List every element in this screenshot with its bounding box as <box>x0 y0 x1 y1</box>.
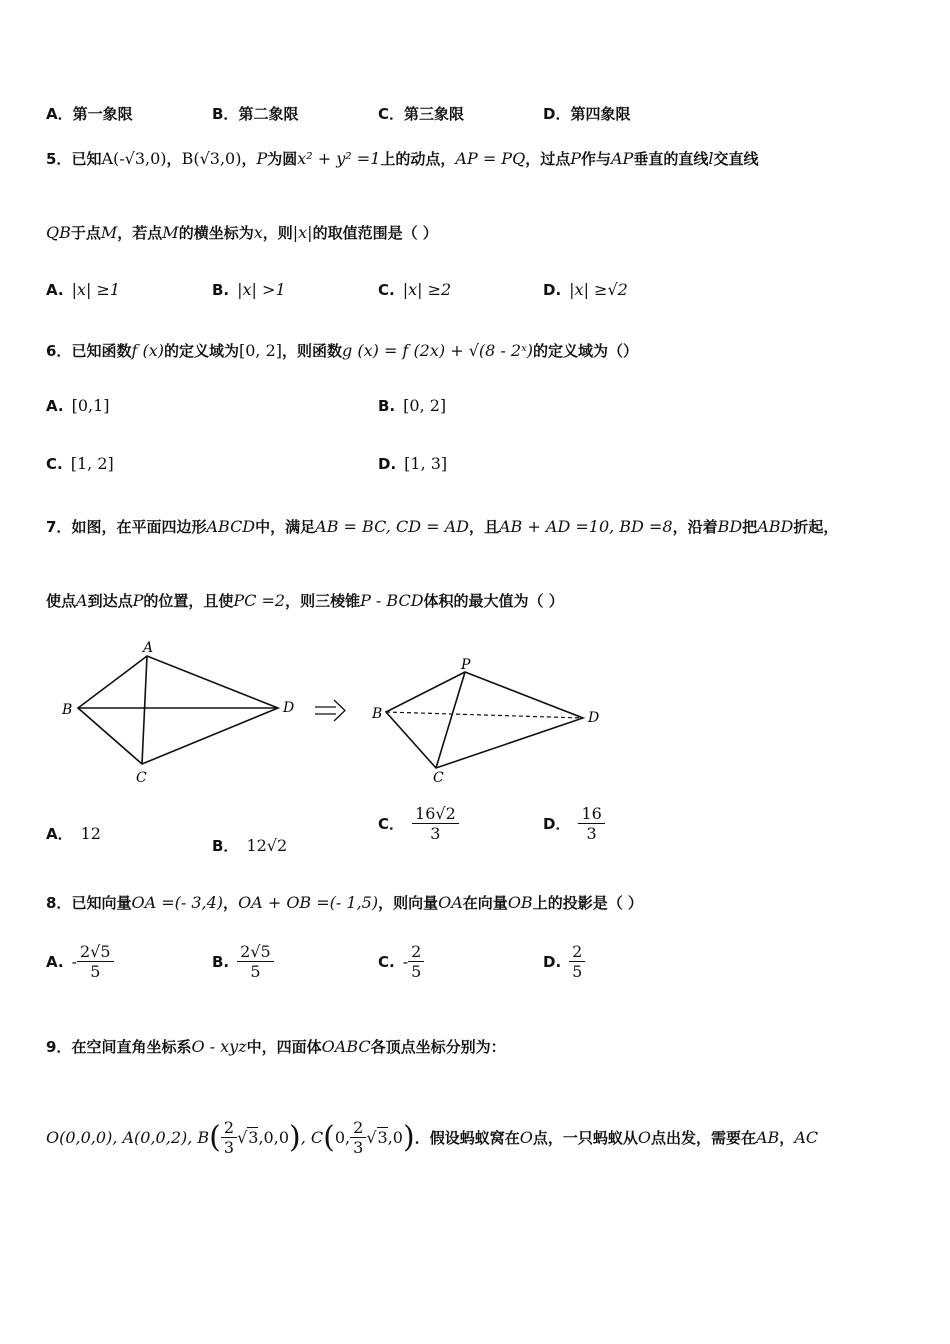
label-b2: B <box>372 706 383 722</box>
label-a: A <box>143 640 154 656</box>
q7-option-d: D． $\frac{16}{3}$ <box>543 804 605 843</box>
circle-equation: x² + y² =1 <box>297 149 381 168</box>
q7-option-a: A． 12 <box>46 824 101 843</box>
point-a-math: A(-√3,0) <box>101 149 167 168</box>
q7-option-b: B． 12√2 <box>212 836 288 855</box>
q7-option-c: C． $\frac{16√2}{3}$ <box>378 804 459 843</box>
q5-option-b: B. |x| >1 <box>212 280 286 299</box>
label-b: B <box>62 702 73 718</box>
label-d: D <box>283 700 295 716</box>
label-c: C <box>136 770 147 786</box>
label-c2: C <box>433 770 444 786</box>
q4-option-b: B． 第二象限 <box>212 105 299 123</box>
q5-stem-line1: 5． 已知 A(-√3,0) ， B(√3,0) ， P 为圆 x² + y² =1 上的动点， AP = PQ ，过点 P 作与 AP 垂直的直线 l 交直线 <box>46 149 759 168</box>
q6-option-c: C. [1, 2] <box>46 454 114 473</box>
q4-option-c: C． 第三象限 <box>378 105 465 123</box>
quadrilateral-abcd <box>78 656 278 764</box>
double-arrow-icon <box>315 700 345 721</box>
q5-option-d: D. |x| ≥√2 <box>543 280 628 299</box>
q6-option-a: A. [0,1] <box>46 396 110 415</box>
tetrahedron-pbcd <box>386 672 583 768</box>
q8-option-b: B. $\frac{2√5}{5}$ <box>212 942 274 981</box>
q5-option-c: C. |x| ≥2 <box>378 280 452 299</box>
q5-stem-line2: QB 于点 M ，若点 M 的横坐标为 x ，则 |x| 的取值范围是（ ） <box>46 223 438 242</box>
q9-stem-line2: O(0,0,0), A(0,0,2), B ( $\frac{2}{3}$ √3,0,0 ) , C ( 0, $\frac{2}{3}$ √3,0 ) ．假设蚂蚁窝在 O 点，一只蚂蚁从 O 点出发，需要在 AB ， AC <box>46 1118 819 1157</box>
q8-option-d: D. $\frac{2}{5}$ <box>543 942 585 981</box>
point-b-math: B(√3,0) <box>181 149 242 168</box>
q7-stem-line2: 使点 A 到达点 P 的位置，且使 PC =2 ，则三棱锥 P - BCD 体积的最大值为（ ） <box>46 591 564 610</box>
q7-figure <box>50 636 620 786</box>
q8-option-c: C. - $\frac{2}{5}$ <box>378 942 424 981</box>
q5-option-a: A. |x| ≥1 <box>46 280 121 299</box>
q4-option-d: D． 第四象限 <box>543 105 631 123</box>
q9-stem-line1: 9． 在空间直角坐标系 O - xyz 中，四面体 OABC 各顶点坐标分别为： <box>46 1037 506 1056</box>
q7-stem-line1: 7． 如图，在平面四边形 ABCD 中，满足 AB = BC, CD = AD ，且 AB + AD =10, BD =8 ，沿着 BD 把 ABD 折起， <box>46 517 839 536</box>
q8-stem: 8． 已知向量 OA =(- 3,4) ， OA + OB =(- 1,5) ，则向量 OA 在向量 OB 上的投影是（ ） <box>46 893 643 912</box>
q6-option-d: D. [1, 3] <box>378 454 448 473</box>
fraction-two-thirds: $\frac{2}{3}$ <box>221 1118 237 1157</box>
q4-option-a: A． 第一象限 <box>46 105 133 123</box>
label-p: P <box>461 657 471 673</box>
q8-option-a: A. - $\frac{2√5}{5}$ <box>46 942 114 981</box>
label-d2: D <box>588 710 600 726</box>
q6-option-b: B. [0, 2] <box>378 396 447 415</box>
fraction-two-thirds-2: $\frac{2}{3}$ <box>350 1118 366 1157</box>
q6-stem: 6． 已知函数 f (x) 的定义域为 [0, 2] ，则函数 g (x) = f (2x) + √(8 - 2ˣ) 的定义域为（） <box>46 341 639 360</box>
